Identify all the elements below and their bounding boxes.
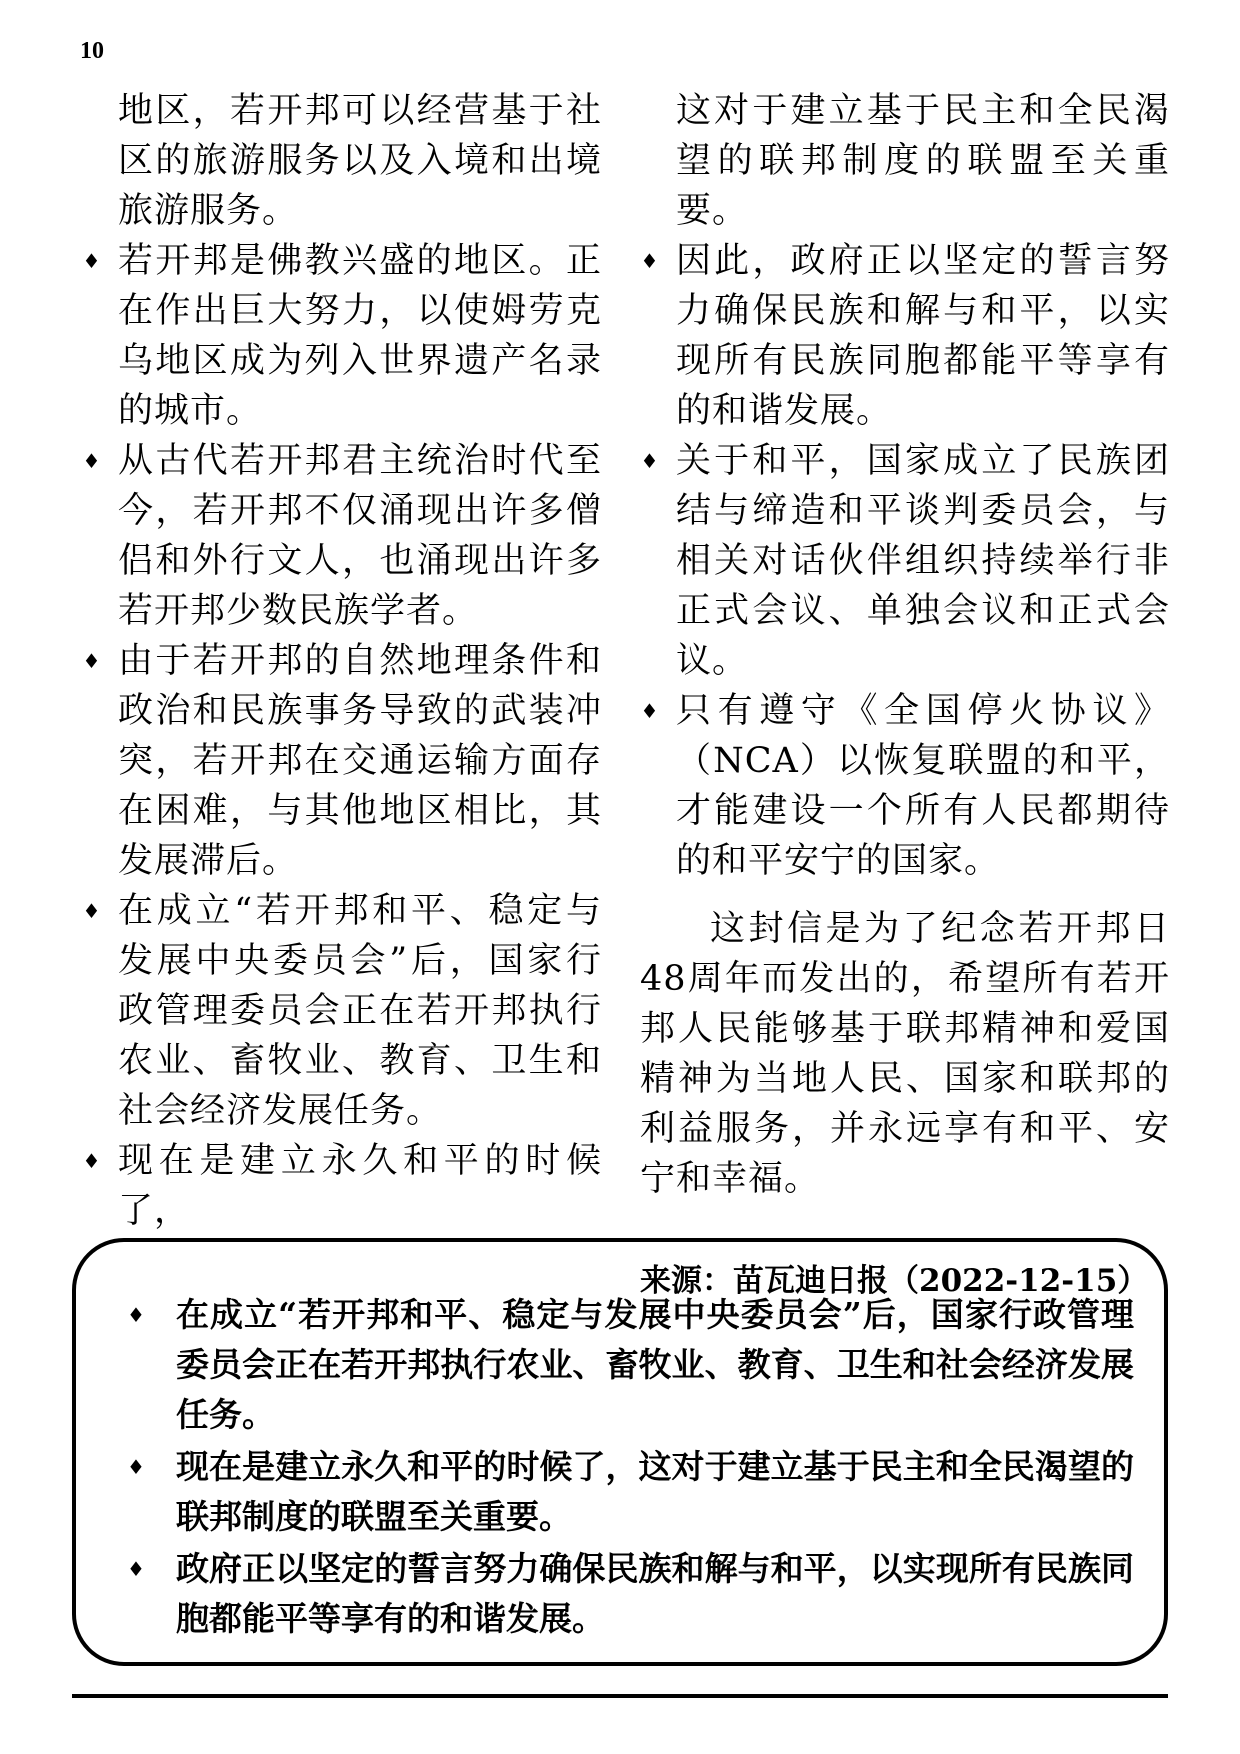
left-column — [82, 86, 602, 1236]
page-number: 10 — [80, 38, 104, 64]
bullet-text: 在成立“若开邦和平、稳定与发展中央委员会”后，国家行政管理委员会正在若开邦执行农业、畜牧业、教育、卫生和社会经济发展任务。 — [118, 891, 602, 1131]
right-bullet-item — [640, 686, 1170, 886]
bullet-text: 在成立“若开邦和平、稳定与发展中央委员会”后，国家行政管理委员会正在若开邦执行农业、畜牧业、教育、卫生和社会经济发展任务。 — [176, 1295, 1134, 1434]
summary-bullet-item — [106, 1544, 1134, 1644]
left-bullet-item — [82, 236, 602, 436]
bullet-text: 现在是建立永久和平的时候了，这对于建立基于民主和全民渴望的联邦制度的联盟至关重要。 — [176, 1447, 1134, 1536]
left-bullet-item — [82, 886, 602, 1136]
diamond-bullet-icon: ♦ — [127, 1557, 145, 1581]
diamond-bullet-icon: ♦ — [640, 449, 660, 473]
right-bullet-item — [640, 436, 1170, 686]
paragraph-text: 这对于建立基于民主和全民渴望的联邦制度的联盟至关重要。 — [676, 91, 1170, 231]
left-bullet-item — [82, 436, 602, 636]
bottom-divider — [72, 1694, 1168, 1698]
diamond-bullet-icon: ♦ — [82, 449, 102, 473]
left-continuation-paragraph — [82, 86, 602, 236]
bullet-text: 现在是建立永久和平的时候了， — [118, 1141, 602, 1231]
diamond-bullet-icon: ♦ — [640, 699, 660, 723]
right-continuation-paragraph — [640, 86, 1170, 236]
left-bullet-item — [82, 636, 602, 886]
right-column — [640, 86, 1170, 1306]
bullet-text: 政府正以坚定的誓言努力确保民族和解与和平，以实现所有民族同胞都能平等享有的和谐发展。 — [176, 1549, 1134, 1638]
bullet-text: 因此，政府正以坚定的誓言努力确保民族和解与和平，以实现所有民族同胞都能平等享有的和谐发展。 — [676, 241, 1170, 431]
diamond-bullet-icon: ♦ — [127, 1303, 145, 1327]
bullet-text: 关于和平，国家成立了民族团结与缔造和平谈判委员会，与相关对话伙伴组织持续举行非正式会议、单独会议和正式会议。 — [676, 441, 1170, 681]
paragraph-text: 地区，若开邦可以经营基于社区的旅游服务以及入境和出境旅游服务。 — [118, 91, 602, 231]
summary-box — [72, 1238, 1168, 1666]
bullet-text: 若开邦是佛教兴盛的地区。正在作出巨大努力，以使姆劳克乌地区成为列入世界遗产名录的城市。 — [118, 241, 602, 431]
diamond-bullet-icon: ♦ — [127, 1455, 145, 1479]
closing-paragraph: 这封信是为了纪念若开邦日48周年而发出的，希望所有若开邦人民能够基于联邦精神和爱国精神为当地人民、国家和联邦的利益服务，并永远享有和平、安宁和幸福。 — [640, 909, 1170, 1199]
left-bullet-item — [82, 1136, 602, 1236]
bullet-text: 由于若开邦的自然地理条件和政治和民族事务导致的武装冲突，若开邦在交通运输方面存在困难，与其他地区相比，其发展滞后。 — [118, 641, 602, 881]
summary-bullet-item — [106, 1290, 1134, 1440]
bullet-text: 从古代若开邦君主统治时代至今，若开邦不仅涌现出许多僧侣和外行文人，也涌现出许多若开邦少数民族学者。 — [118, 441, 602, 631]
source-citation: 来源：苗瓦迪日报（2022-12-15） — [640, 1263, 1149, 1299]
right-bullet-item — [640, 236, 1170, 436]
diamond-bullet-icon: ♦ — [82, 899, 102, 923]
diamond-bullet-icon: ♦ — [82, 649, 102, 673]
bullet-text: 只有遵守《全国停火协议》（NCA）以恢复联盟的和平，才能建设一个所有人民都期待的和平安宁的国家。 — [676, 691, 1170, 881]
diamond-bullet-icon: ♦ — [82, 1149, 102, 1173]
diamond-bullet-icon: ♦ — [82, 249, 102, 273]
summary-bullet-item — [106, 1442, 1134, 1542]
diamond-bullet-icon: ♦ — [640, 249, 660, 273]
